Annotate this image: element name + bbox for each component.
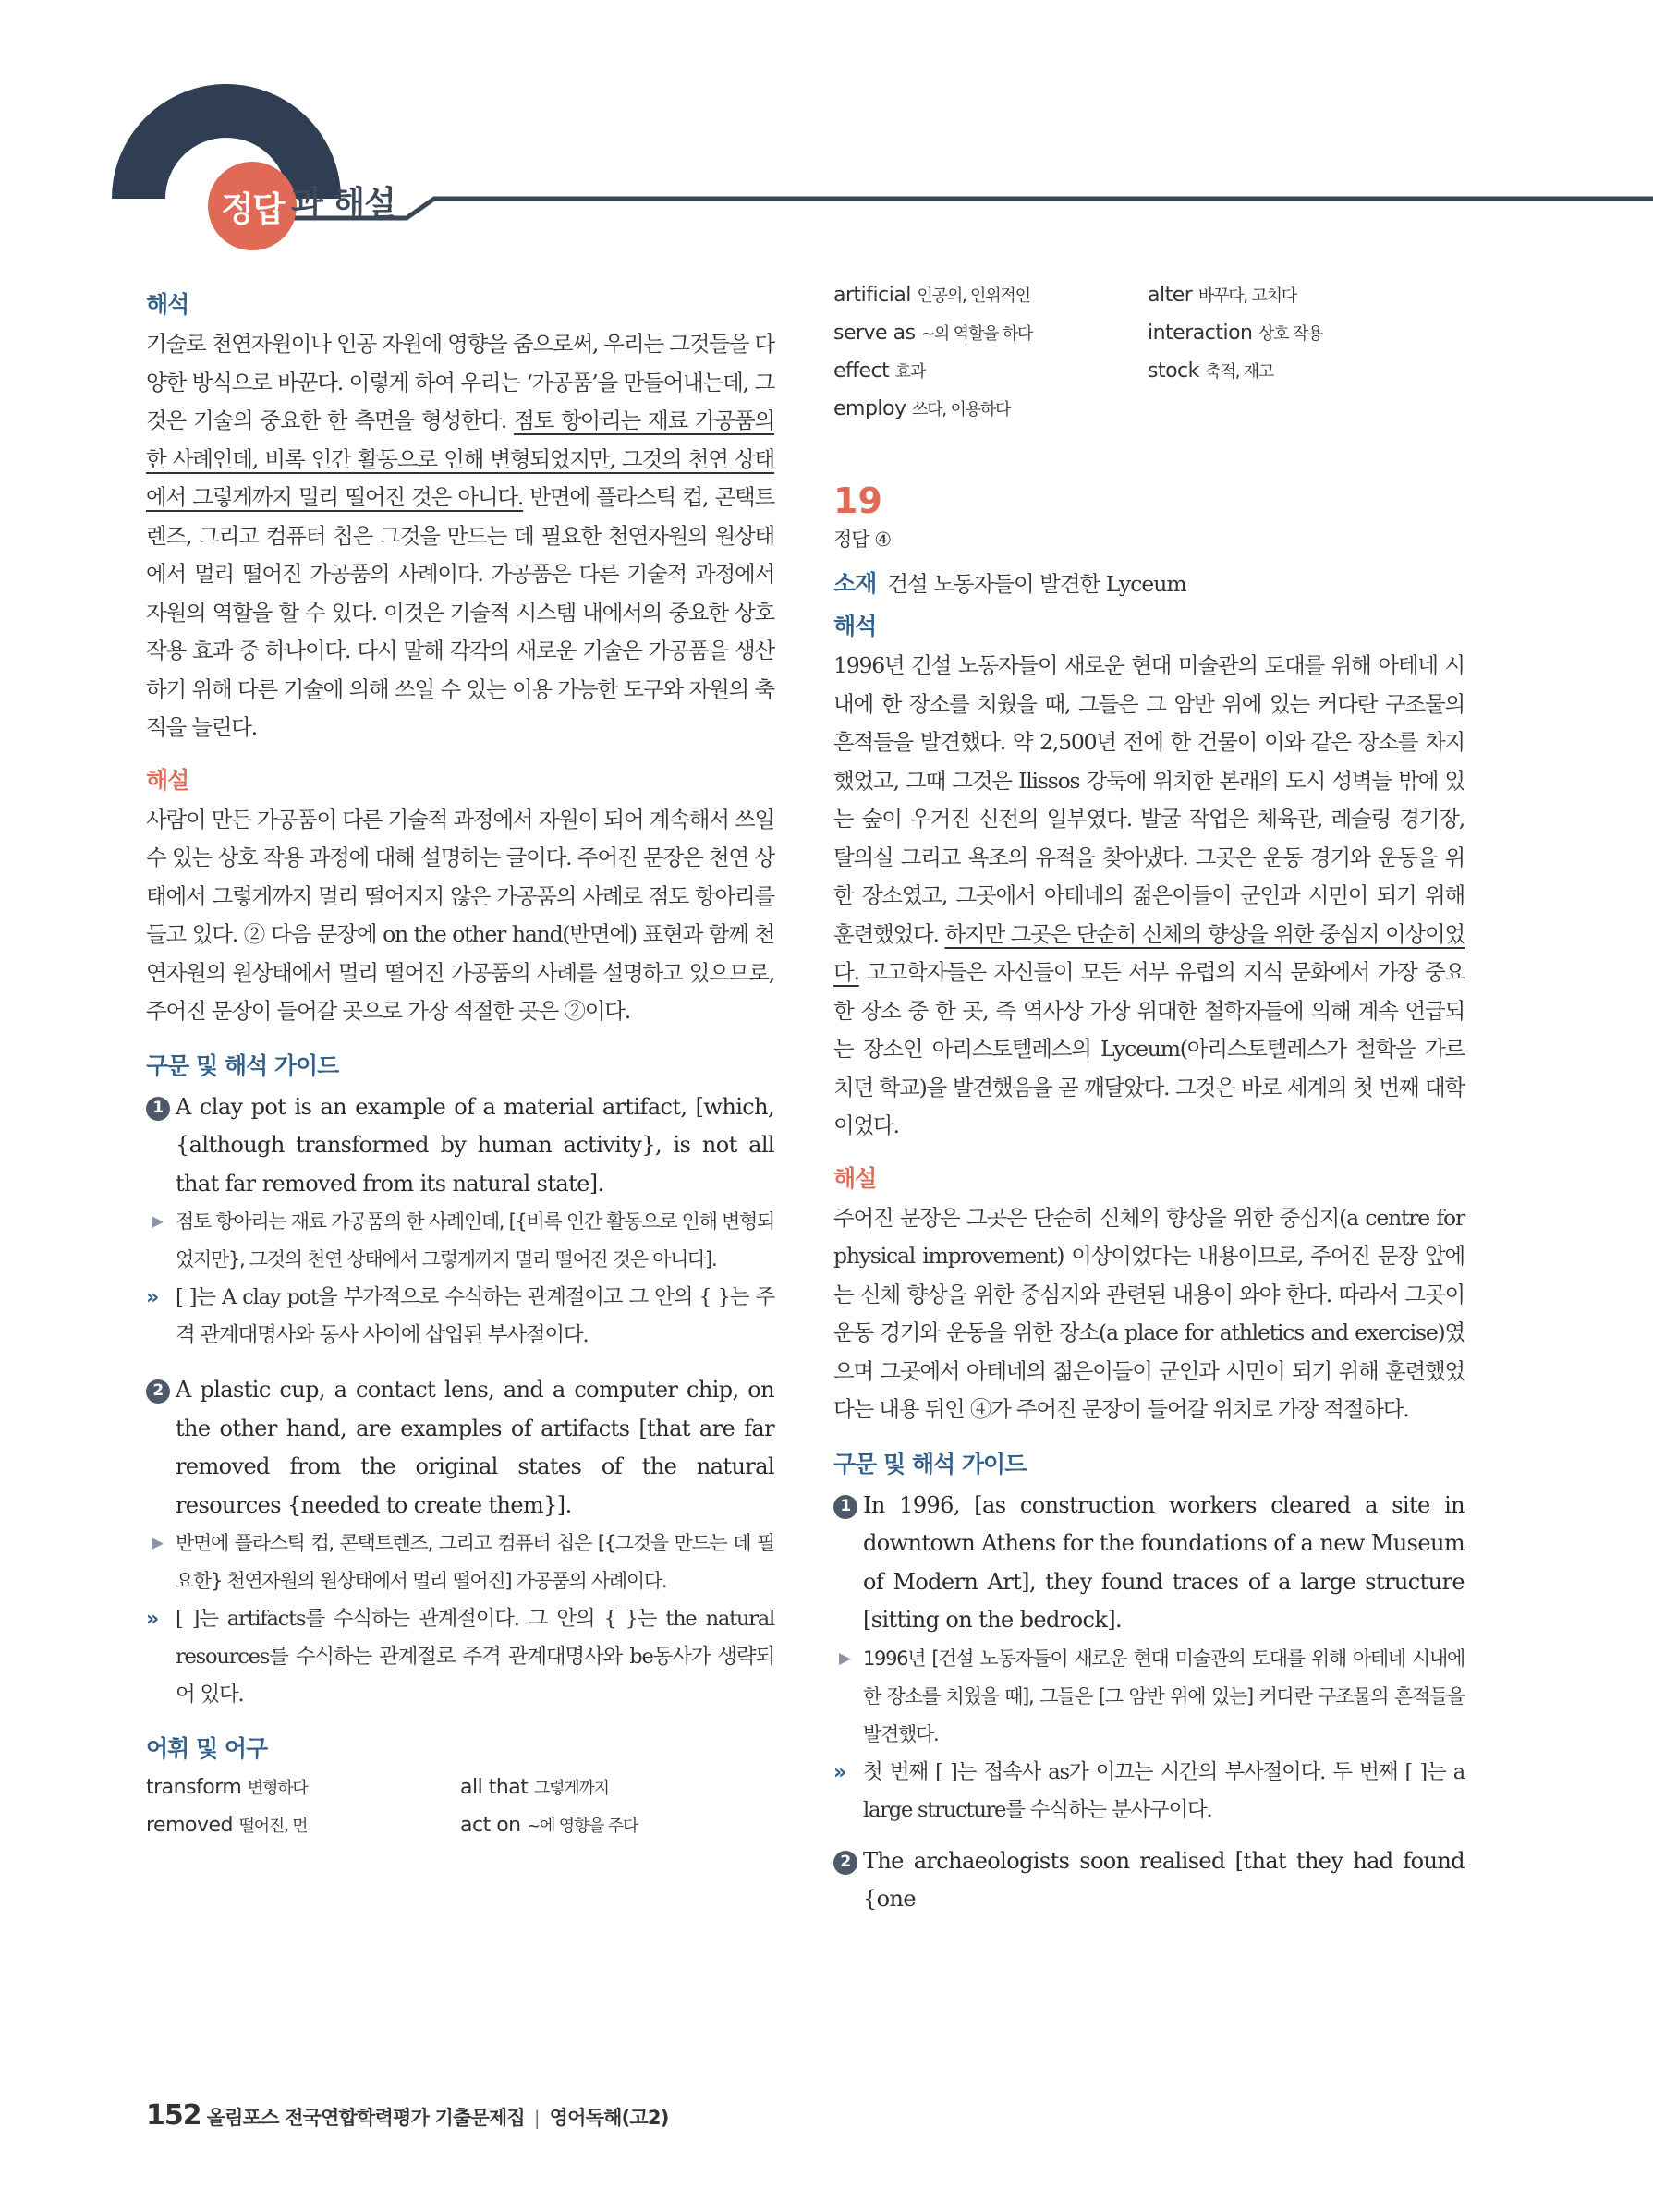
vocab-entry: alter 바꾸다, 고치다 <box>1148 284 1296 307</box>
interpretation-paragraph <box>146 325 774 747</box>
text-segment: 1996년 건설 노동자들이 새로운 현대 미술관의 토대를 위해 아테네 시내에 한 장소를 치웠을 때, 그들은 그 암반 위에 있는 커다란 구조물의 흔적들을 발견했다. 약 2,500년 전에 한 건물이 이와 같은 장소를 차지했었고, 그때 그것은 Ilissos 강둑에 위치한 본래의 도시 성벽들 밖에 있는 숲이 우거진 신전의 일부였다. 발굴 작업은 체육관, 레슬링 경기장, 탈의실 그리고 욕조의 유적을 찾아냈다. 그곳은 운동 경기와 운동을 위한 장소였고, 그곳에서 아테네의 젊은이들이 군인과 시민이 되기 위해 훈련했었다. <box>833 652 1465 947</box>
header-rule <box>286 199 1653 218</box>
triangle-bullet-icon: ▶ <box>839 1648 850 1668</box>
page-number: 152 <box>146 2099 201 2132</box>
double-chevron-icon: » <box>146 1608 154 1631</box>
triangle-bullet-icon: ▶ <box>152 1534 163 1552</box>
vocab-entry: effect 효과 <box>833 359 926 383</box>
vocab-entry: all that 그렇게까지 <box>460 1776 609 1799</box>
number-badge: 1 <box>833 1495 857 1519</box>
text-segment: 반면에 플라스틱 컵, 콘택트렌즈, 그리고 컴퓨터 칩은 그것을 만드는 데 필요한 천연자원의 원상태에서 멀리 떨어진 가공품의 사례이다. 가공품은 다른 기술적 과정에서 자원의 역할을 할 수 있다. 이것은 기술적 시스템 내에서의 중요한 상호 작용 효과 중 하나이다. 다시 말해 각각의 새로운 기술은 가공품을 생산하기 위해 다른 기술에 의해 쓰일 수 있는 이용 가능한 도구와 자원의 축적을 늘린다. <box>146 484 774 740</box>
explanation-paragraph: 주어진 문장은 그곳은 단순히 신체의 향상을 위한 중심지(a centre for physical improvement) 이상이었다는 내용이므로, 주어진 문장 앞에는 신체 향상을 위한 중심지와 관련된 내용이 와야 한다. 따라서 그곳이 운동 경기와 운동을 위한 장소(a place for athletics and exercise)였으며 그곳에서 아테네의 젊은이들이 군인과 시민이 되기 위해 훈련했었다는 내용 뒤인 ④가 주어진 문장이 들어갈 위치로 가장 적절하다. <box>833 1204 1465 1422</box>
double-chevron-icon: » <box>833 1760 842 1784</box>
section-label-interpretation: 해석 <box>833 613 877 639</box>
vocab-entry: interaction 상호 작용 <box>1148 322 1323 345</box>
double-chevron-icon: » <box>146 1286 154 1309</box>
underlined-sentence: 하지만 그곳은 단순히 신체의 향상을 위한 중심지 이상이었다. <box>833 920 1465 985</box>
guide-english: The archaeologists soon realised [that they had found {one <box>863 1847 1465 1912</box>
section-label-explanation: 해설 <box>146 766 189 794</box>
answer-line: 정답 ④ <box>833 529 892 551</box>
translation-text: 반면에 플라스틱 컵, 콘택트렌즈, 그리고 컴퓨터 칩은 [{그것을 만드는 데 필요한} 천연자원의 원상태에서 멀리 떨어진] 가공품의 사례이다. <box>176 1532 774 1592</box>
left-column <box>146 277 774 1845</box>
number-badge: 2 <box>146 1379 170 1404</box>
guide-note-2 <box>146 1600 774 1714</box>
section-label-vocabulary: 어휘 및 어구 <box>146 1735 268 1762</box>
vocab-entry: employ 쓰다, 이용하다 <box>833 397 1011 420</box>
answer-badge: 정답 <box>208 162 297 250</box>
note-text: [ ]는 artifacts를 수식하는 관계절이다. 그 안의 { }는 the natural resources를 수식하는 관계절로 주격 관계대명사와 be동사가 생략되어 있다. <box>176 1607 774 1707</box>
page-footer <box>146 2099 669 2132</box>
topic-line <box>833 565 1465 599</box>
right-column <box>833 277 1465 1919</box>
guide-english: In 1996, [as construction workers cleared a site in downtown Athens for the foundations of a new Museum of Modern Art], they found traces of a large structure [sitting on the bedrock]. <box>863 1491 1465 1633</box>
book-title: 올림포스 전국연합학력평가 기출문제집 <box>206 2107 525 2129</box>
note-text: [ ]는 A clay pot을 부가적으로 수식하는 관계절이고 그 안의 { }는 주격 관계대명사와 동사 사이에 삽입된 부사절이다. <box>176 1285 774 1347</box>
guide-translation-1 <box>833 1640 1465 1754</box>
section-label-interpretation: 해석 <box>146 291 189 318</box>
vocab-entry: stock 축적, 재고 <box>1148 359 1274 383</box>
vocab-entry: artificial 인공의, 인위적인 <box>833 284 1030 307</box>
vocab-entry: removed 떨어진, 먼 <box>146 1814 308 1837</box>
explanation-paragraph: 사람이 만든 가공품이 다른 기술적 과정에서 자원이 되어 계속해서 쓰일 수 있는 상호 작용 과정에 대해 설명하는 글이다. 주어진 문장은 천연 상태에서 그렇게까지 멀리 떨어지지 않은 가공품의 사례로 점토 항아리를 들고 있다. ② 다음 문장에 on the other hand(반면에) 표현과 함께 천연자원의 원상태에서 멀리 떨어진 가공품의 사례를 설명하고 있으므로, 주어진 문장이 들어갈 곳으로 가장 적절한 곳은 ②이다. <box>146 806 774 1024</box>
number-badge: 1 <box>146 1097 170 1121</box>
text-segment: 기술로 천연자원이나 인공 자원에 영향을 줌으로써, 우리는 그것들을 다양한 방식으로 바꾼다. 이렇게 하여 우리는 ‘가공품’을 만들어내는데, 그것은 기술의 중요한 한 측면을 형성한다. <box>146 331 774 433</box>
guide-translation-2 <box>146 1525 774 1600</box>
interpretation-paragraph <box>833 647 1465 1146</box>
guide-item-2 <box>833 1842 1465 1919</box>
guide-translation-1 <box>146 1203 774 1279</box>
topic-label: 소재 <box>833 570 877 597</box>
book-subtitle: 영어독해(고2) <box>549 2107 669 2129</box>
vocab-entry: transform 변형하다 <box>146 1776 308 1799</box>
underlined-sentence: 점토 항아리는 재료 가공품의 한 사례인데, 비록 인간 활동으로 인해 변형되었지만, 그것의 천연 상태에서 그렇게까지 멀리 떨어진 것은 아니다. <box>146 407 775 510</box>
number-badge: 2 <box>833 1851 857 1875</box>
triangle-bullet-icon: ▶ <box>152 1212 163 1231</box>
topic-text: 건설 노동자들이 발견한 Lyceum <box>887 571 1186 597</box>
header-title: 과 해설 <box>291 185 395 223</box>
vocabulary-list-continued <box>833 277 1465 429</box>
vocab-entry: serve as ~의 역할을 하다 <box>833 322 1033 345</box>
section-label-guide: 구문 및 해석 가이드 <box>833 1450 1027 1477</box>
guide-english: A clay pot is an example of a material artifact, [which, {although transformed by human activity}, is not all that far removed from its natural state]. <box>176 1093 774 1197</box>
translation-text: 점토 항아리는 재료 가공품의 한 사례인데, [{비록 인간 활동으로 인해 변형되었지만}, 그것의 천연 상태에서 그렇게까지 멀리 떨어진 것은 아니다]. <box>176 1210 774 1270</box>
guide-item-2 <box>146 1371 774 1525</box>
guide-note-1 <box>833 1754 1465 1829</box>
page-header <box>0 0 1653 240</box>
question-number: 19 <box>833 480 882 521</box>
vocabulary-list <box>146 1769 774 1845</box>
text-segment: 고고학자들은 자신들이 모든 서부 유럽의 지식 문화에서 가장 중요한 장소 중 한 곳, 즉 역사상 가장 위대한 철학자들에 의해 계속 언급되는 장소인 아리스토텔레스의 Lyceum(아리스토텔레스가 철학을 가르치던 학교)을 발견했음을 곧 깨달았다. 그것은 바로 세계의 첫 번째 대학이었다. <box>833 959 1465 1138</box>
footer-separator: | <box>533 2107 541 2129</box>
guide-item-1 <box>833 1487 1465 1640</box>
note-text: 첫 번째 [ ]는 접속사 as가 이끄는 시간의 부사절이다. 두 번째 [ ]는 a large structure를 수식하는 분사구이다. <box>863 1759 1465 1822</box>
translation-text: 1996년 [건설 노동자들이 새로운 현대 미술관의 토대를 위해 아테네 시내에 한 장소를 치웠을 때], 그들은 [그 암반 위에 있는] 커다란 구조물의 흔적들을 발견했다. <box>863 1647 1465 1745</box>
vocab-entry: act on ~에 영향을 주다 <box>460 1814 638 1837</box>
guide-english: A plastic cup, a contact lens, and a computer chip, on the other hand, are examples of artifacts [that are far removed from the original states of the natural resources {needed to create them}]. <box>176 1377 774 1518</box>
guide-item-1 <box>146 1088 774 1204</box>
section-label-explanation: 해설 <box>833 1164 877 1192</box>
guide-note-1 <box>146 1279 774 1355</box>
section-label-guide: 구문 및 해석 가이드 <box>146 1051 339 1079</box>
